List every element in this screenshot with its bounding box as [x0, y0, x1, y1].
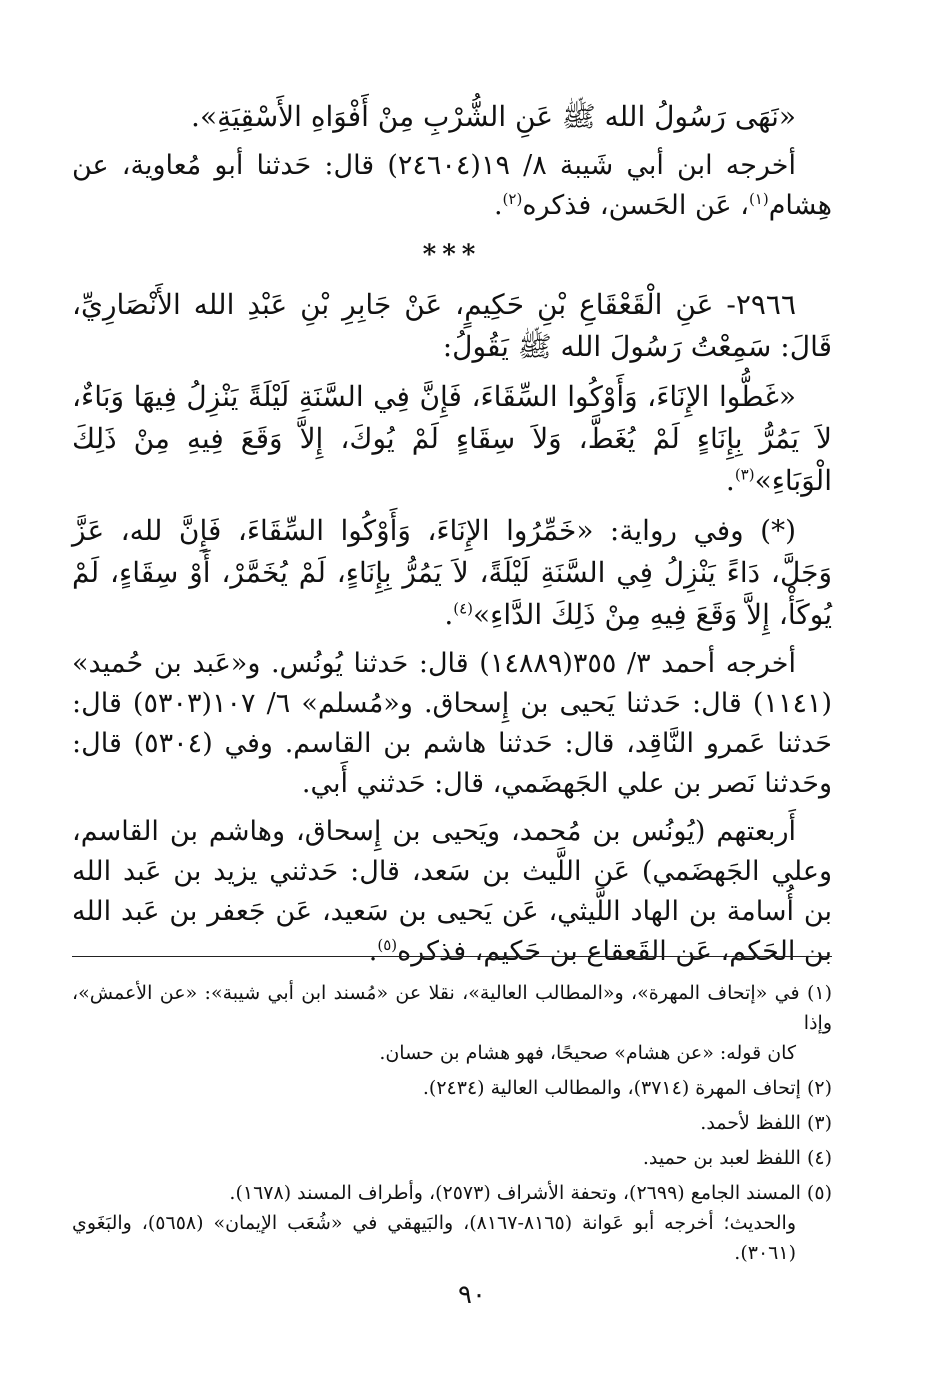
footnote-1: (١) في «إتحاف المهرة»، و«المطالب العالية»، نقلا عن «مُسند ابن أبي شيبة»: «عن الأعمش»، وإذا كان قوله: «عن هشام» صحيحًا، فهو هشام بن حسان.: [72, 982, 832, 1064]
footnotes: [72, 978, 832, 1273]
hadith-heading-2966: ٢٩٦٦- عَنِ الْقَعْقَاعِ بْنِ حَكِيمٍ، عَنْ جَابِرِ بْنِ عَبْدِ الله الأَنْصَارِيِّ، قَالَ: سَمِعْتُ رَسُولَ الله ﷺ يَقُولُ:: [72, 288, 832, 363]
section-separator: ***: [422, 240, 482, 270]
takhrij-paragraph-2: أخرجه أحمد ٣/ ٣٥٥(١٤٨٨٩) قال: حَدثنا يُونُس. و«عَبد بن حُميد» (١١٤١) قال: حَدثنا يَحيى بن إِسحاق. و«مُسلم» ٦/ ١٠٧(٥٣٠٣) قال: حَدثنا عَمرو النَّاقِد، قال: حَدثنا هاشم بن القاسم. وفي (٥٣٠٤) قال: وحَدثنا نَصر بن علي الجَهضَمي، قال: حَدثني أَبي.: [72, 648, 833, 799]
hadith-quote-2: «غَطُّوا الإِنَاءَ، وَأَوْكُوا السِّقَاءَ، فَإِنَّ فِي السَّنَةِ لَيْلَةً يَنْزِلُ فِيهَا وَبَاءٌ، لاَ يَمُرُّ بِإِنَاءٍ لَمْ يُغَطَّ، وَلاَ سِقَاءٍ لَمْ يُوكَ، إِلاَّ وَقَعَ فِيهِ مِنْ ذَلِكَ الْوَبَاءِ»$^{(٣)}$.: [72, 380, 832, 497]
footnote-ref-4: (٤): [453, 599, 474, 618]
takhrij-paragraph-3: أَربعتهم (يُونُس بن مُحمد، ويَحيى بن إِسحاق، وهاشم بن القاسم، وعلي الجَهضَمي) عَن اللَّيث بن سَعد، قال: حَدثني يزيد بن عَبد الله بن أُسامة بن الهاد اللَّيثي، عَن يَحيى بن سَعيد، عَن جَعفر بن عَبد الله بن الحَكم، عَن القَعقاع بن حَكيم، فذكره$^{(٥)}$.: [72, 816, 832, 967]
footnote-5: (٥) المسند الجامع (٢٦٩٩)، وتحفة الأشراف (٢٥٧٣)، وأطراف المسند (١٦٧٨). والحديث؛ أخرجه أبو عَوانة (٨١٦٥-٨١٦٧)، والبَيهقي في «شُعَب الإيمان» (٥٦٥٨)، والبَغَوي (٣٠٦١).: [72, 1182, 832, 1264]
hadith-quote-1: «نَهَى رَسُولُ الله ﷺ عَنِ الشُّرْبِ مِنْ أَفْوَاهِ الأَسْقِيَةِ».: [191, 100, 796, 133]
footnote-3: (٣) اللفظ لأحمد.: [700, 1112, 832, 1134]
main-text: [72, 96, 832, 980]
page-number: ٩٠: [458, 1280, 486, 1310]
footnote-divider: [72, 956, 832, 957]
alternate-narration: (*) وفي رواية: «خَمِّرُوا الإِنَاءَ، وَأَوْكُوا السِّقَاءَ، فَإِنَّ لله، عَزَّ وَجَلَّ، دَاءً يَنْزِلُ فِي السَّنَةِ لَيْلَةً، لاَ يَمُرُّ بِإِنَاءٍ، لَمْ يُخَمَّرْ، أَوْ سِقَاءٍ، لَمْ يُوكَأْ، إِلاَّ وَقَعَ فِيهِ مِنْ ذَلِكَ الدَّاءِ»$^{(٤)}$.: [72, 514, 832, 631]
takhrij-paragraph-1: أخرجه ابن أبي شَيبة ٨/ ١٩(٢٤٦٠٤) قال: حَدثنا أبو مُعاوية، عن هِشام$^{(١)}$، عَن الحَسن، فذكره$^{(٢)}$.: [72, 150, 832, 221]
footnote-4: (٤) اللفظ لعبد بن حميد.: [642, 1147, 832, 1169]
footnote-ref-3: (٣): [734, 465, 755, 484]
footnote-ref-2: (٢): [502, 190, 523, 208]
footnote-2: (٢) إتحاف المهرة (٣٧١٤)، والمطالب العالية (٢٤٣٤).: [422, 1077, 832, 1099]
footnote-ref-1: (١): [748, 190, 769, 208]
footnote-ref-5: (٥): [377, 936, 398, 954]
